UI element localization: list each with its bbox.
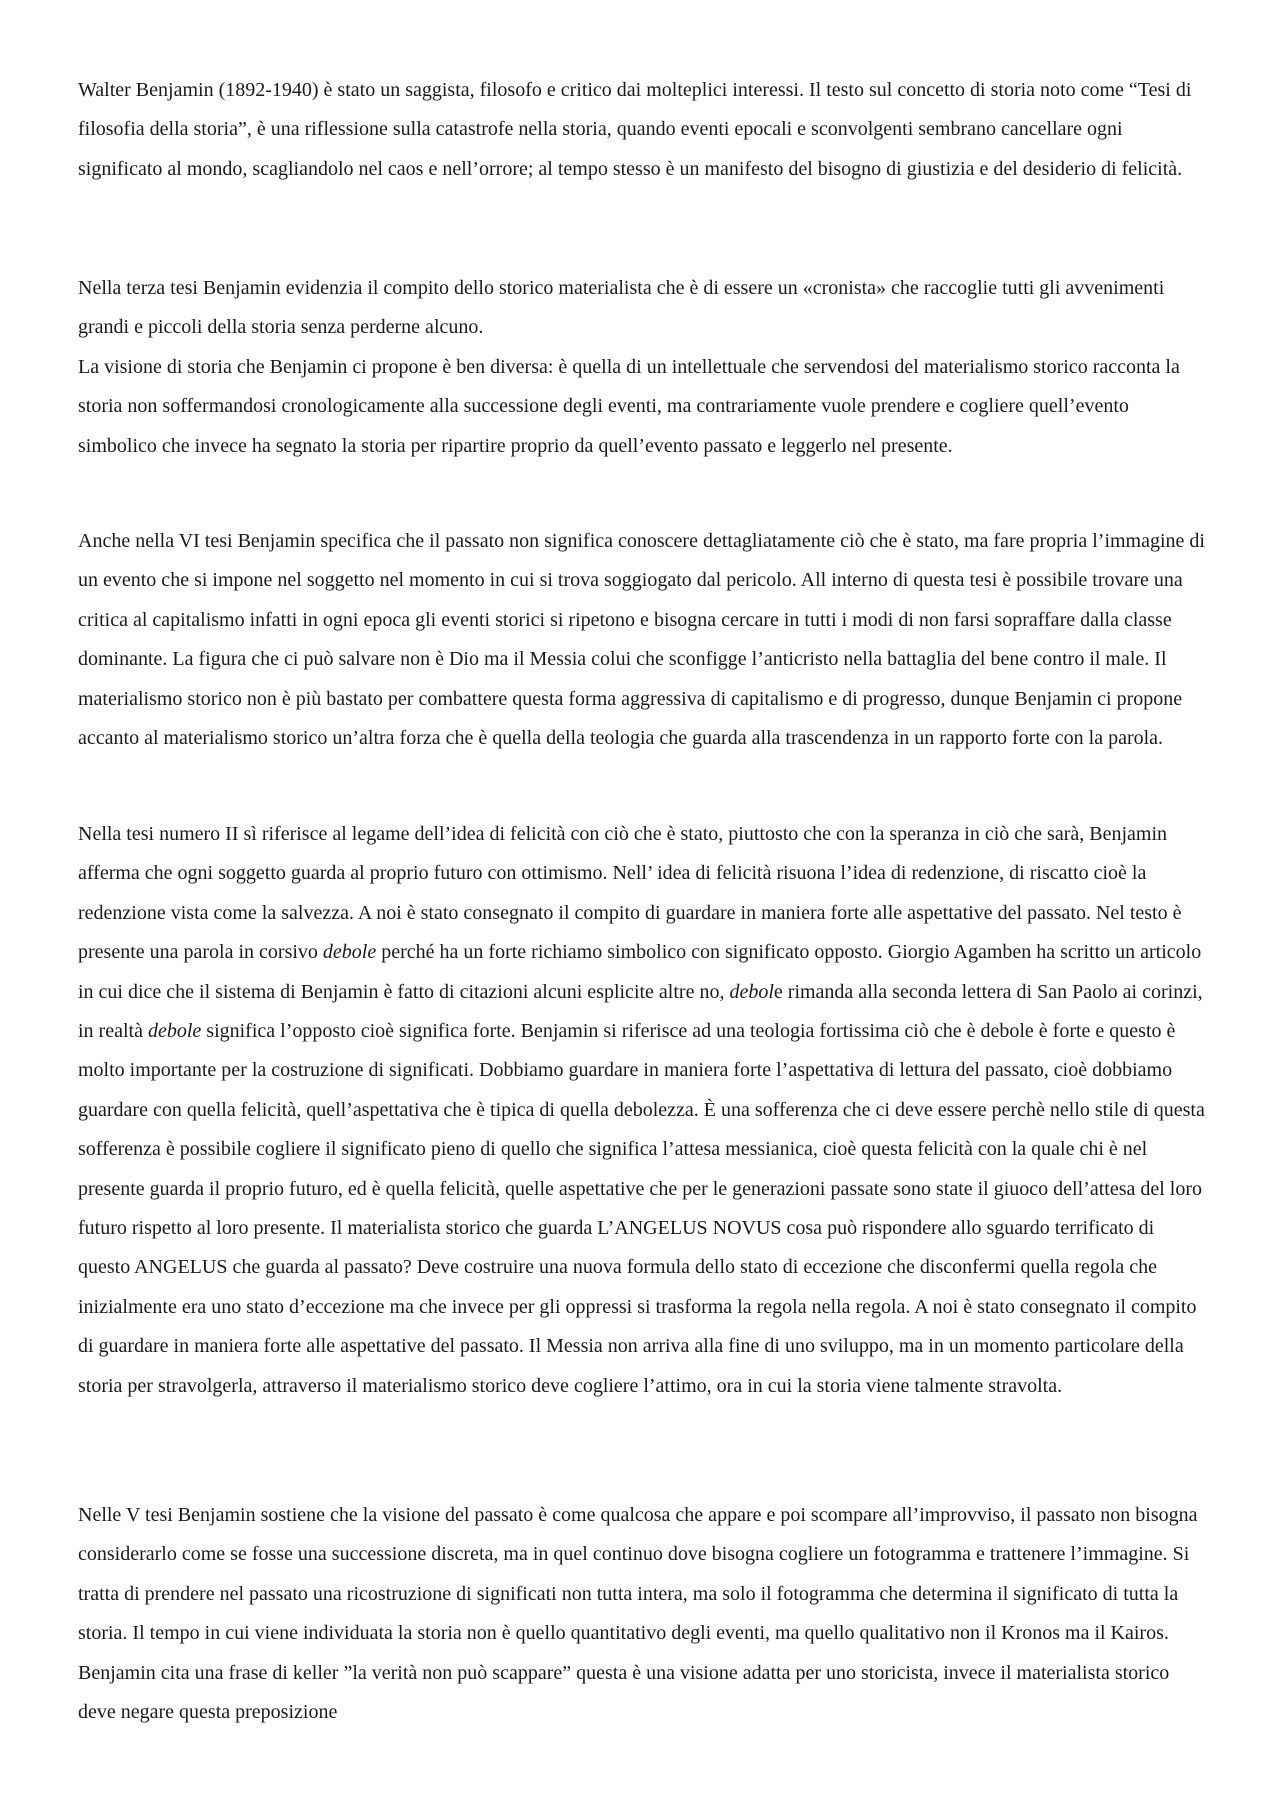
paragraph-seconda-tesi xyxy=(78,815,1206,1406)
text-segment: e rimanda alla seconda lettera di San Paolo ai corinzi, in realtà xyxy=(78,980,1203,1043)
italic-word-debol: debol xyxy=(729,980,774,1003)
paragraph-terza-tesi xyxy=(78,269,1206,348)
italic-word-debole: debole xyxy=(147,1020,202,1043)
text-segment: significa l’opposto cioè significa forte. Benjamin si riferisce ad una teologia fortissima ciò che è debole è forte e questo è molto importante per la costruzione di significati. Dobbiamo guardare in maniera forte l’aspettativa di lettura del passato, cioè dobbiamo guardare con quella felicità, quell’aspettativa che è tipica di quella debolezza. È una sofferenza che ci deve essere perchè nello stile di questa sofferenza è possibile cogliere il significato pieno di quello che significa l’attesa messianica, cioè questa felicità con la quale chi è nel presente guarda il proprio futuro, ed è quella felicità, quelle aspettative che per le generazioni passate sono state il giuoco dell’attesa del loro futuro rispetto al loro presente. Il materialista storico che guarda L’ANGELUS NOVUS cosa può rispondere allo sguardo terrificato di questo ANGELUS che guarda al passato? Deve costruire una nuova formula dello stato di eccezione che disconfermi quella regola che inizialmente era uno stato d’eccezione ma che invece per gli oppressi si trasforma la regola nella regola. A noi è stato consegnato il compito di guardare in maniera forte alle aspettative del passato. Il Messia non arriva alla fine di uno sviluppo, ma in un momento particolare della storia per stravolgerla, attraverso il materialismo storico deve cogliere l’attimo, ora in cui la storia viene talmente stravolta. xyxy=(78,1020,1205,1397)
paragraph-visione-storia xyxy=(78,348,1206,466)
paragraph-text xyxy=(78,815,1206,1406)
paragraph-text: La visione di storia che Benjamin ci propone è ben diversa: è quella di un intellettuale che servendosi del materialismo storico racconta la storia non soffermandosi cronologicamente alla successione degli eventi, ma contrariamente vuole prendere e cogliere quell’evento simbolico che invece ha segnato la storia per ripartire proprio da quell’evento passato e leggerlo nel presente. xyxy=(78,356,1180,457)
italic-word-debole: debole xyxy=(322,941,377,964)
paragraph-intro xyxy=(78,71,1206,189)
text-segment: Nella tesi numero II sì riferisce al legame dell’idea di felicità con ciò che è stato, piuttosto che con la speranza in ciò che sarà, Benjamin afferma che ogni soggetto guarda al proprio futuro con ottimismo. Nell’ idea di felicità risuona l’idea di redenzione, di riscatto cioè la redenzione vista come la salvezza. A noi è stato consegnato il compito di guardare in maniera forte alle aspettative del passato. Nel testo è presente una parola in corsivo xyxy=(78,823,1182,964)
text-segment: perché ha un forte richiamo simbolico con significato opposto. Giorgio Agamben ha scritto un articolo in cui dice che il sistema di Benjamin è fatto di citazioni alcuni esplicite altre no, xyxy=(78,941,1202,1003)
paragraph-text: Nelle V tesi Benjamin sostiene che la visione del passato è come qualcosa che appare e poi scompare all’improvviso, il passato non bisogna considerarlo come se fosse una successione discreta, ma in quel continuo dove bisogna cogliere un fotogramma e trattenere l’immagine. Si tratta di prendere nel passato una ricostruzione di significati non tutta intera, ma solo il fotogramma che determina il significato di tutta la storia. Il tempo in cui viene individuata la storia non è quello quantitativo degli eventi, ma quello qualitativo non il Kronos ma il Kairos. Benjamin cita una frase di keller ”la verità non può scappare” questa è una visione adatta per uno storicista, invece il materialista storico deve negare questa preposizione xyxy=(78,1504,1198,1724)
paragraph-text: Anche nella VI tesi Benjamin specifica che il passato non significa conoscere dettagliatamente ciò che è stato, ma fare propria l’immagine di un evento che si impone nel soggetto nel momento in cui si trova soggiogato dal pericolo. All interno di questa tesi è possibile trovare una critica al capitalismo infatti in ogni epoca gli eventi storici si ripetono e bisogna cercare in tutti i modi di non farsi sopraffare dalla classe dominante. La figura che ci può salvare non è Dio ma il Messia colui che sconfigge l’anticristo nella battaglia del bene contro il male. Il materialismo storico non è più bastato per combattere questa forma aggressiva di capitalismo e di progresso, dunque Benjamin ci propone accanto al materialismo storico un’altra forza che è quella della teologia che guarda alla trascendenza in un rapporto forte con la parola. xyxy=(78,530,1205,750)
paragraph-quinta-tesi xyxy=(78,1496,1206,1732)
paragraph-text: Walter Benjamin (1892-1940) è stato un saggista, filosofo e critico dai molteplici interessi. Il testo sul concetto di storia noto come “Tesi di filosofia della storia”, è una riflessione sulla catastrofe nella storia, quando eventi epocali e sconvolgenti sembrano cancellare ogni significato al mondo, scagliandolo nel caos e nell’orrore; al tempo stesso è un manifesto del bisogno di giustizia e del desiderio di felicità. xyxy=(78,79,1192,180)
paragraph-sesta-tesi xyxy=(78,522,1206,758)
paragraph-text: Nella terza tesi Benjamin evidenzia il compito dello storico materialista che è di essere un «cronista» che raccoglie tutti gli avvenimenti grandi e piccoli della storia senza perderne alcuno. xyxy=(78,277,1165,339)
